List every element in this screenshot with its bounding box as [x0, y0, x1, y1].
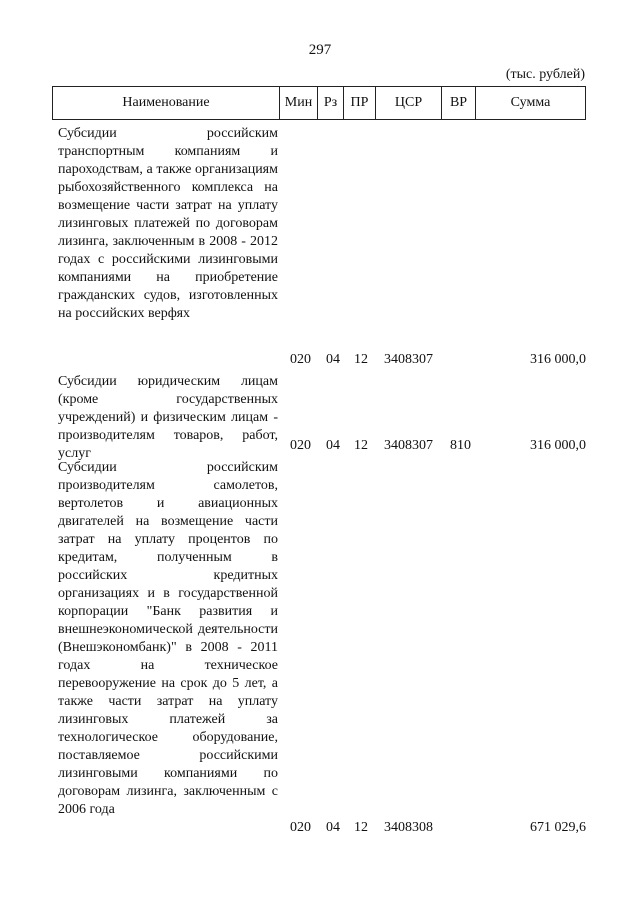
table-row [52, 373, 586, 461]
header-pr: ПР [343, 87, 375, 119]
header-csr: ЦСР [375, 87, 441, 119]
row-min: 020 [290, 438, 311, 453]
row-sum: 316 000,0 [530, 438, 586, 453]
row-pr: 12 [354, 438, 368, 453]
row-name: Субсидии российским транспортным компаниям и пароходствам, а также организациям рыбохозяйственного комплекса на возмещение части затрат на уплату лизинговых платежей по договорам лизинга, заключенным в 2008 - 2012 годах с российскими лизинговыми компаниями на приобретение гражданских судов, изготовленных на российских верфях [58, 126, 278, 321]
page-number: 297 [308, 42, 332, 58]
row-csr: 3408308 [384, 820, 433, 835]
row-rz: 04 [326, 820, 340, 835]
header-vr: ВР [441, 87, 475, 119]
header-rz: Рз [317, 87, 343, 119]
row-min: 020 [290, 352, 311, 367]
header-min: Мин [279, 87, 317, 119]
row-name: Субсидии российским производителям самолетов, вертолетов и авиационных двигателей на возмещение части затрат на уплату процентов по кредитам, полученным в российских кредитных организациях и в государственной корпорации "Банк развития и внешнеэкономической деятельности (Внешэкономбанк)" в 2008 - 2011 годах на техническое перевооружение на срок до 5 лет, а также части затрат на уплату лизинговых платежей за технологическое оборудование, поставляемое российскими лизинговыми компаниями по договорам лизинга, заключенным с 2006 года [58, 460, 278, 817]
row-rz: 04 [326, 438, 340, 453]
row-sum: 671 029,6 [530, 820, 586, 835]
row-pr: 12 [354, 352, 368, 367]
row-min: 020 [290, 820, 311, 835]
header-name: Наименование [122, 95, 210, 110]
table-row [52, 459, 586, 841]
table-header [52, 86, 586, 120]
row-name: Субсидии юридическим лицам (кроме государственных учреждений) и физическим лицам - производителям товаров, работ, услуг [58, 374, 278, 461]
header-sum: Сумма [475, 87, 585, 119]
row-rz: 04 [326, 352, 340, 367]
row-sum: 316 000,0 [530, 352, 586, 367]
row-csr: 3408307 [384, 438, 433, 453]
row-csr: 3408307 [384, 352, 433, 367]
units-label: (тыс. рублей) [505, 67, 585, 82]
table-row [52, 125, 586, 371]
row-vr: 810 [450, 438, 471, 453]
row-pr: 12 [354, 820, 368, 835]
